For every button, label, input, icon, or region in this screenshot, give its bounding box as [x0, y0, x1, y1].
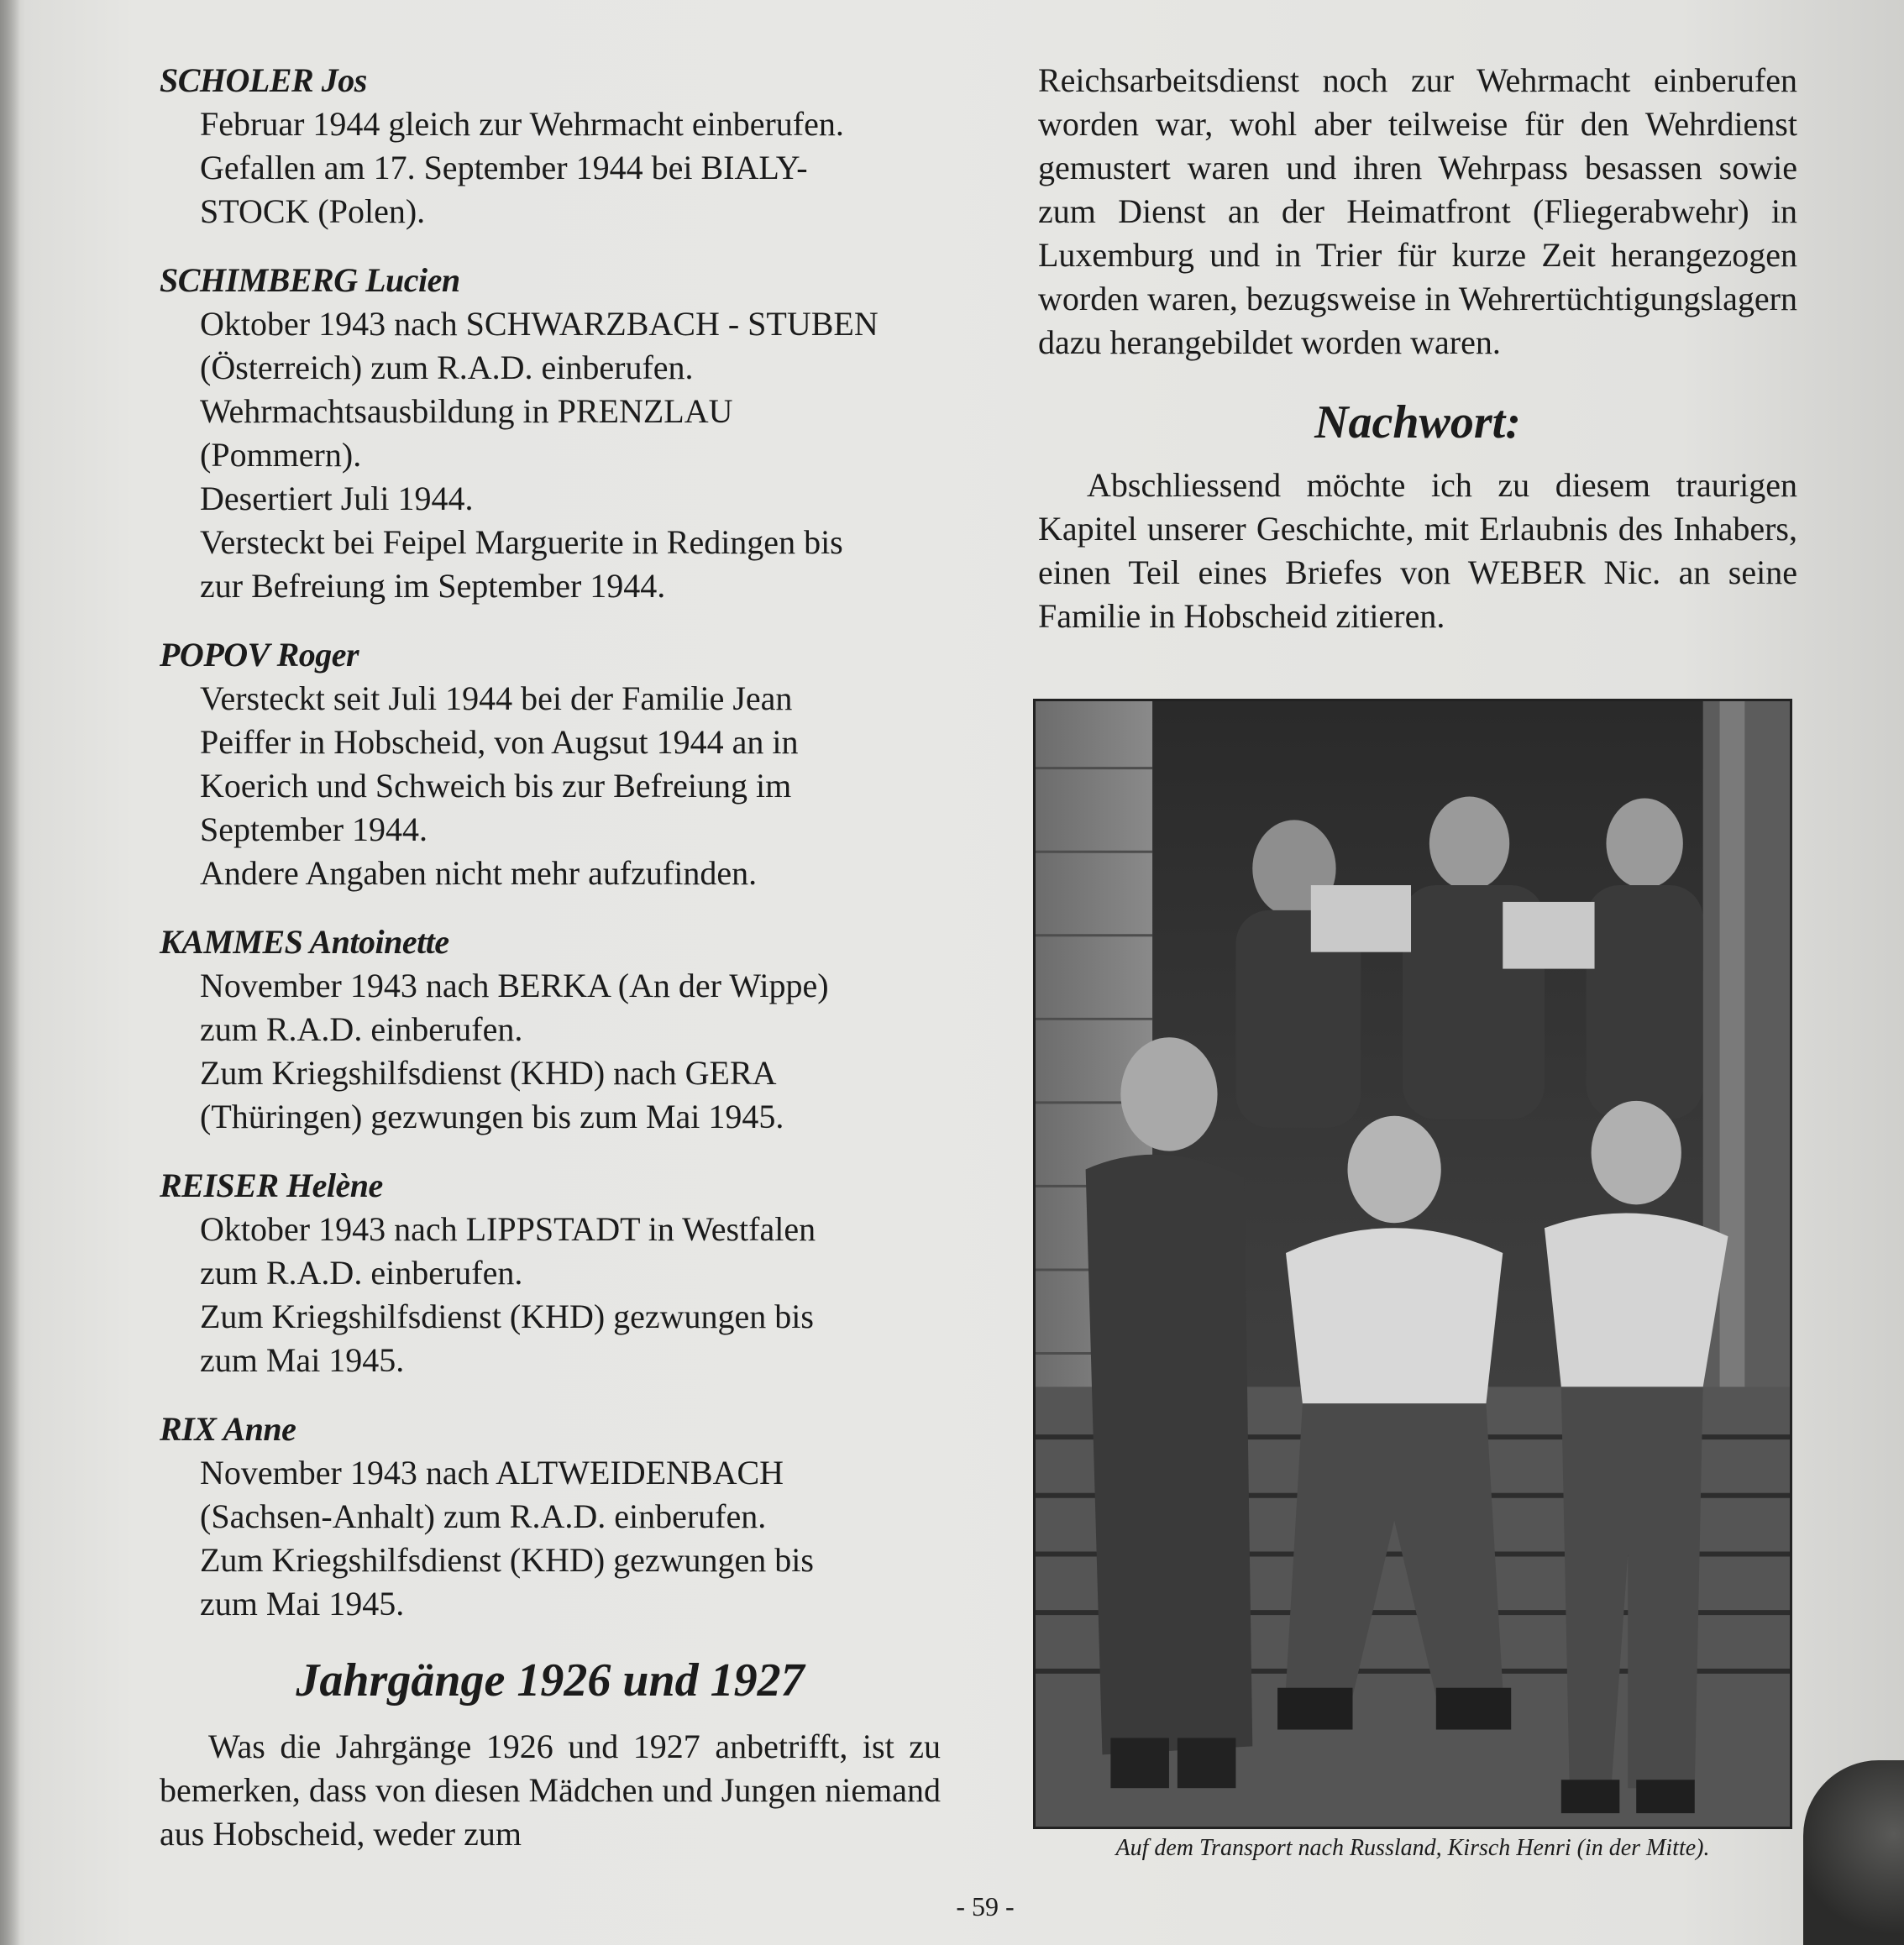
detail-line: Wehrmachtsausbildung in PRENZLAU	[200, 392, 733, 430]
page-number: - 59 -	[956, 1891, 1015, 1921]
left-column	[160, 59, 941, 1856]
detail-line: zum R.A.D. einberufen.	[200, 1010, 523, 1048]
photo-illustration	[1036, 701, 1790, 1827]
person-entry	[160, 259, 941, 608]
person-name: RIX Anne	[160, 1410, 296, 1448]
detail-line: Peiffer in Hobscheid, von Augsut 1944 an in	[200, 723, 799, 761]
person-name: SCHIMBERG Lucien	[160, 261, 460, 299]
detail-line: Oktober 1943 nach SCHWARZBACH - STUBEN	[200, 305, 879, 343]
detail-line: zum Mai 1945.	[200, 1585, 405, 1623]
person-entry	[160, 1408, 941, 1626]
detail-line: (Österreich) zum R.A.D. einberufen.	[200, 349, 694, 386]
detail-line: Februar 1944 gleich zur Wehrmacht einberufen.	[200, 105, 844, 143]
detail-line: zum R.A.D. einberufen.	[200, 1254, 523, 1292]
person-details	[200, 1208, 941, 1382]
detail-line: (Pommern).	[200, 436, 362, 474]
detail-line: Zum Kriegshilfsdienst (KHD) gezwungen bis	[200, 1541, 814, 1579]
photo-caption: Auf dem Transport nach Russland, Kirsch Henri (in der Mitte).	[1115, 1835, 1710, 1861]
person-details	[200, 964, 941, 1139]
right-column	[1038, 59, 1797, 638]
detail-line: STOCK (Polen).	[200, 192, 426, 230]
detail-line: (Thüringen) gezwungen bis zum Mai 1945.	[200, 1098, 784, 1135]
detail-line: zur Befreiung im September 1944.	[200, 567, 666, 605]
thumb-in-corner	[1803, 1760, 1904, 1945]
person-name: KAMMES Antoinette	[160, 923, 449, 961]
detail-line: November 1943 nach ALTWEIDENBACH	[200, 1454, 784, 1492]
detail-line: Gefallen am 17. September 1944 bei BIALY-	[200, 149, 808, 186]
detail-line: Oktober 1943 nach LIPPSTADT in Westfalen	[200, 1210, 816, 1248]
section-paragraph-nachwort: Abschliessend möchte ich zu diesem traurigen Kapitel unserer Geschichte, mit Erlaubnis des Inhabers, einen Teil eines Briefes von WEBER Nic. an seine Familie in Hobscheid zitieren.	[1038, 466, 1797, 635]
person-entry	[160, 920, 941, 1139]
person-name: REISER Helène	[160, 1166, 383, 1204]
detail-line: Zum Kriegshilfsdienst (KHD) nach GERA	[200, 1054, 777, 1092]
detail-line: (Sachsen-Anhalt) zum R.A.D. einberufen.	[200, 1497, 767, 1535]
person-details	[200, 1451, 941, 1626]
person-entry	[160, 59, 941, 233]
spine-shadow	[0, 0, 20, 1945]
detail-line: November 1943 nach BERKA (An der Wippe)	[200, 967, 829, 1004]
person-details	[200, 302, 941, 608]
person-entry	[160, 633, 941, 895]
person-name: SCHOLER Jos	[160, 61, 367, 99]
person-details	[200, 677, 941, 895]
entry-list	[160, 59, 941, 1626]
detail-line: Desertiert Juli 1944.	[200, 480, 474, 517]
detail-line: Zum Kriegshilfsdienst (KHD) gezwungen bis	[200, 1298, 814, 1335]
section-title-jahrgaenge: Jahrgänge 1926 und 1927	[296, 1654, 805, 1706]
person-entry	[160, 1164, 941, 1382]
section-paragraph-jahrgaenge: Was die Jahrgänge 1926 und 1927 anbetrifft, ist zu bemerken, dass von diesen Mädchen und Jungen niemand aus Hobscheid, weder zum	[160, 1727, 941, 1853]
historical-photo	[1033, 699, 1792, 1829]
person-details	[200, 102, 941, 233]
detail-line: Versteckt bei Feipel Marguerite in Redingen bis	[200, 523, 843, 561]
detail-line: Andere Angaben nicht mehr aufzufinden.	[200, 854, 758, 892]
person-name: POPOV Roger	[160, 636, 359, 674]
detail-line: zum Mai 1945.	[200, 1341, 405, 1379]
detail-line: September 1944.	[200, 810, 428, 848]
detail-line: Versteckt seit Juli 1944 bei der Familie Jean	[200, 679, 793, 717]
detail-line: Koerich und Schweich bis zur Befreiung im	[200, 767, 792, 805]
section-title-nachwort: Nachwort:	[1314, 396, 1521, 448]
continuation-paragraph: Reichsarbeitsdienst noch zur Wehrmacht einberufen worden war, wohl aber teilweise für den Wehrdienst gemustert waren und ihren Wehrpass besassen sowie zum Dienst an der Heimatfront (Fliegerabwehr) in Luxemburg und in Trier für kurze Zeit herangezogen worden waren, bezugsweise in Wehrertüchtigungslagern dazu herangebildet worden waren.	[1038, 61, 1797, 361]
